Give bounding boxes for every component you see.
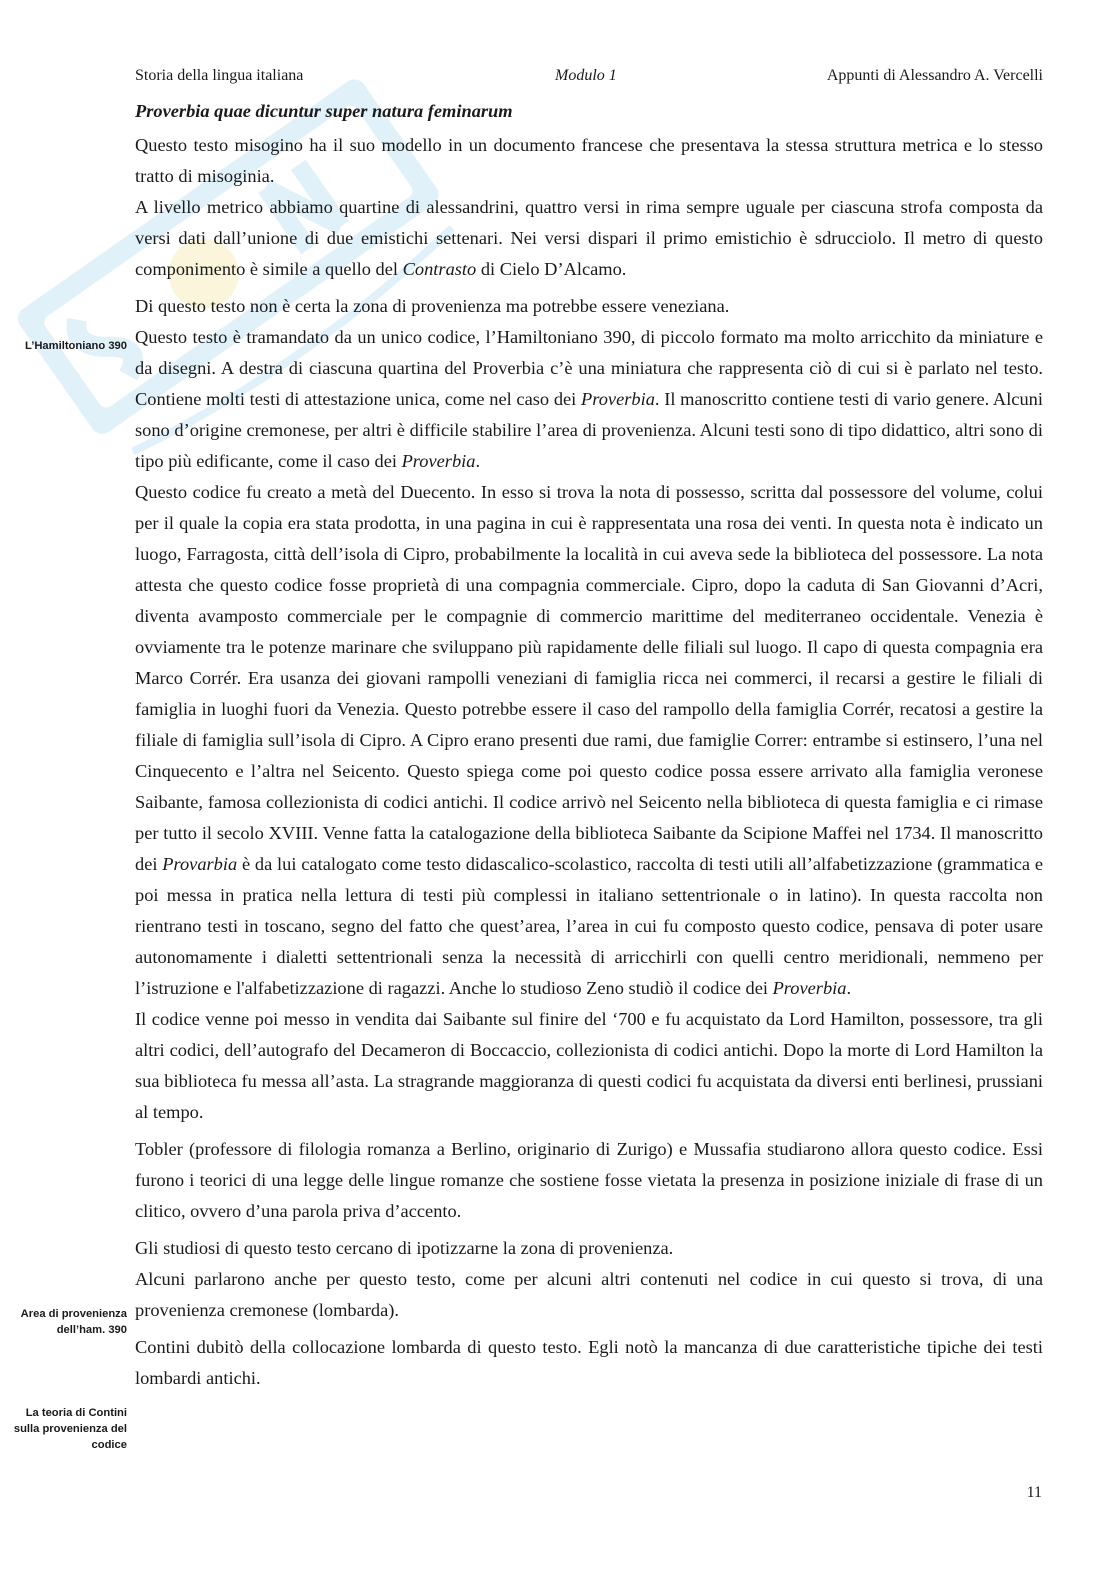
paragraph: Alcuni parlarono anche per questo testo, come per alcuni altri contenuti nel codice in cui questo si trova, di una provenienza cremonese (lombarda). <box>135 1269 1043 1320</box>
paragraph: Questo codice fu creato a metà del Duecento. In esso si trova la nota di possesso, scritta dal possessore del volume, colui per il quale la copia era stata prodotta, in una pagina in cui è rappresentata una rosa dei venti. In questa nota è indicato un luogo, Farragosta, città dell’isola di Cipro, probabilmente la località in cui aveva sede la biblioteca del possessore. La nota attesta che questo codice fosse proprietà di una compagnia commerciale. Cipro, dopo la caduta di San Giovanni d’Acri, diventa avamposto commerciale per le compagnie di commercio marittime del mediterraneo occidentale. Venezia è ovviamente tra le potenze marinare che sviluppano più rapidamente delle filiali sul luogo. Il capo di questa compagnia era Marco Corrér. Era usanza dei giovani rampolli veneziani di famiglia ricca nei commerci, il recarsi a gestire le filiali di famiglia in luoghi fuori da Venezia. Questo potrebbe essere il caso del rampollo della famiglia Corrér, recatosi a gestire la filiale di famiglia sull’isola di Cipro. A Cipro erano presenti due rami, due famiglie Correr: entrambe si estinsero, l’una nel Cinquecento e l’altra nel Seicento. Questo spiega come poi questo codice possa essere arrivato alla famiglia veronese Saibante, famosa collezionista di codici antichi. Il codice arrivò nel Seicento nella biblioteca di questa famiglia e ci rimase per tutto il secolo XVIII. Venne fatta la catalogazione della biblioteca Saibante da Scipione Maffei nel 1734. Il manoscritto dei Provarbia è da lui catalogato come testo didascalico-scolastico, raccolta di testi utili all’alfabetizzazione (grammatica e poi messa in pratica nella lettura di testi più complessi in italiano settentrionale o in latino). In questa raccolta non rientrano testi in toscano, segno del fatto che quest’area, l’area in cui fu composto questo codice, pensava di poter usare autonomamente i dialetti settentrionali senza la necessità di arricchirli con quelli centro meridionali, nemmeno per l’istruzione e l'alfabetizzazione di ragazzi. Anche lo studioso Zeno studiò il codice dei Proverbia. <box>135 482 1043 998</box>
document-body <box>135 98 1043 1394</box>
section-title: Proverbia quae dicuntur super natura feminarum <box>135 101 513 121</box>
paragraph: Gli studiosi di questo testo cercano di ipotizzarne la zona di provenienza. <box>135 1238 674 1258</box>
header-course-title: Storia della lingua italiana <box>135 67 304 84</box>
margin-note-hamiltoniano: L’Hamiltoniano 390 <box>25 340 127 352</box>
paragraph: Questo testo misogino ha il suo modello in un documento francese che presentava la stessa struttura metrica e lo stesso tratto di misoginia. <box>135 135 1043 186</box>
header-module: Modulo 1 <box>555 67 617 84</box>
page-header <box>135 64 1043 88</box>
margin-note-area: Area di provenienza dell’ham. 390 <box>20 1308 127 1336</box>
paragraph: A livello metrico abbiamo quartine di alessandrini, quattro versi in rima sempre uguale per ciascuna strofa composta da versi dati dall’unione di due emistichi settenari. Nei versi dispari il primo emistichio è sdrucciolo. Il metro di questo componimento è simile a quello del Contrasto di Cielo D’Alcamo. <box>135 197 1043 279</box>
paragraph: Di questo testo non è certa la zona di provenienza ma potrebbe essere veneziana. <box>135 296 730 316</box>
page-number: 11 <box>1026 1484 1042 1501</box>
margin-note-contini: La teoria di Contini sulla provenienza del codice <box>13 1407 127 1451</box>
paragraph: Contini dubitò della collocazione lombarda di questo testo. Egli notò la mancanza di due caratteristiche tipiche dei testi lombardi antichi. <box>135 1337 1043 1388</box>
header-author: Appunti di Alessandro A. Vercelli <box>826 67 1043 84</box>
paragraph: Il codice venne poi messo in vendita dai Saibante sul finire del ‘700 e fu acquistato da Lord Hamilton, possessore, tra gli altri codici, dell’autografo del Decameron di Boccaccio, collezionista di codici antichi. Dopo la morte di Lord Hamilton la sua biblioteca fu messa all’asta. La stragrande maggioranza di questi codici fu acquistata da diversi enti berlinesi, prussiani al tempo. <box>135 1009 1043 1122</box>
paragraph: Questo testo è tramandato da un unico codice, l’Hamiltoniano 390, di piccolo formato ma molto arricchito da miniature e da disegni. A destra di ciascuna quartina del Proverbia c’è una miniatura che rappresenta ciò di cui si è parlato nel testo. Contiene molti testi di attestazione unica, come nel caso dei Proverbia. Il manoscritto contiene testi di vario genere. Alcuni sono d’origine cremonese, per altri è difficile stabilire l’area di provenienza. Alcuni testi sono di tipo didattico, altri sono di tipo più edificante, come il caso dei Proverbia. <box>135 327 1043 471</box>
paragraph: Tobler (professore di filologia romanza a Berlino, originario di Zurigo) e Mussafia studiarono allora questo codice. Essi furono i teorici di una legge delle lingue romanze che sostiene fosse vietata la presenza in posizione iniziale di frase di un clitico, ovvero d’una parola priva d’accento. <box>135 1139 1043 1221</box>
